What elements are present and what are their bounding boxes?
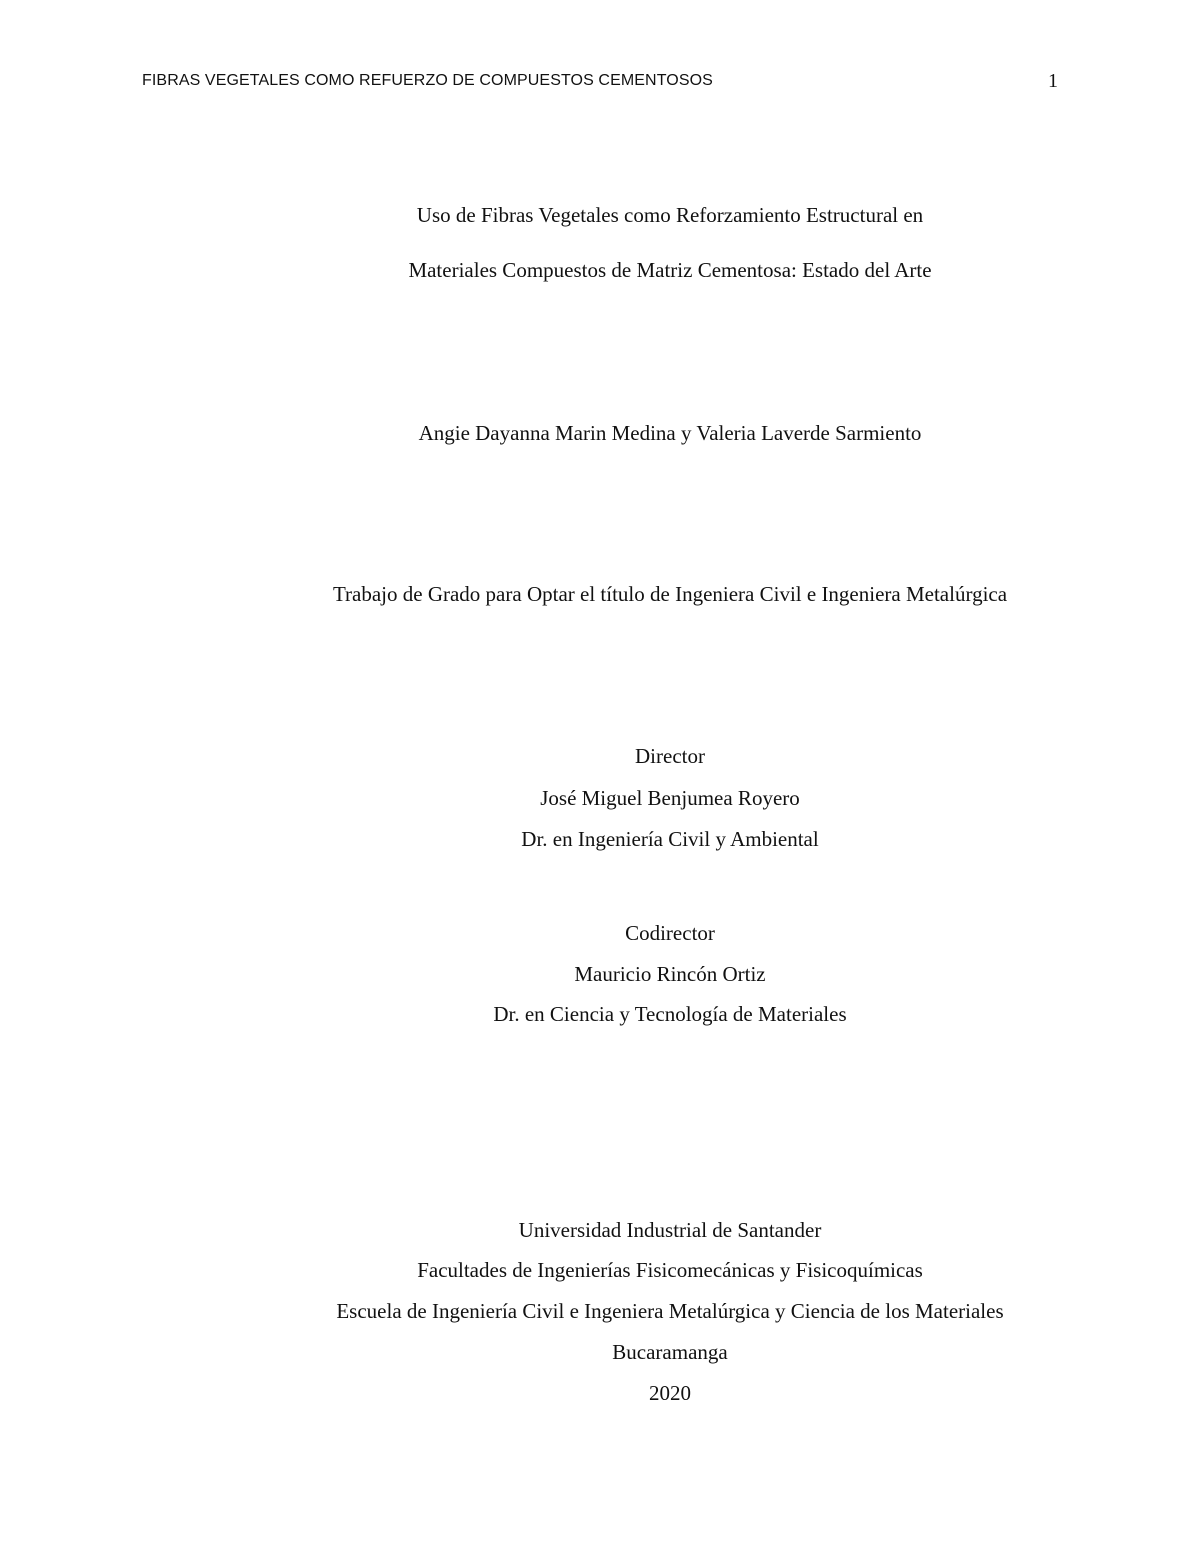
director-credential: Dr. en Ingeniería Civil y Ambiental bbox=[521, 827, 819, 851]
title-line-1: Uso de Fibras Vegetales como Reforzamiento Estructural en bbox=[416, 203, 924, 227]
codirector-credential: Dr. en Ciencia y Tecnología de Materiales bbox=[493, 1002, 847, 1026]
degree-statement: Trabajo de Grado para Optar el título de Ingeniera Civil e Ingeniera Metalúrgica bbox=[332, 582, 1008, 606]
faculty-name: Facultades de Ingenierías Fisicomecánicas y Fisicoquímicas bbox=[417, 1258, 923, 1282]
running-head: FIBRAS VEGETALES COMO REFUERZO DE COMPUESTOS CEMENTOSOS bbox=[142, 72, 713, 89]
university-name: Universidad Industrial de Santander bbox=[518, 1218, 822, 1242]
page-number: 1 bbox=[1048, 70, 1058, 92]
title-line-2: Materiales Compuestos de Matriz Cementosa: Estado del Arte bbox=[408, 258, 932, 282]
authors: Angie Dayanna Marin Medina y Valeria Laverde Sarmiento bbox=[418, 421, 922, 445]
year: 2020 bbox=[649, 1381, 691, 1405]
codirector-name: Mauricio Rincón Ortiz bbox=[574, 962, 766, 986]
director-name: José Miguel Benjumea Royero bbox=[540, 786, 800, 810]
director-role: Director bbox=[635, 744, 705, 768]
school-name: Escuela de Ingeniería Civil e Ingeniera Metalúrgica y Ciencia de los Materiales bbox=[336, 1299, 1004, 1323]
codirector-role: Codirector bbox=[625, 921, 715, 945]
city: Bucaramanga bbox=[612, 1340, 728, 1364]
